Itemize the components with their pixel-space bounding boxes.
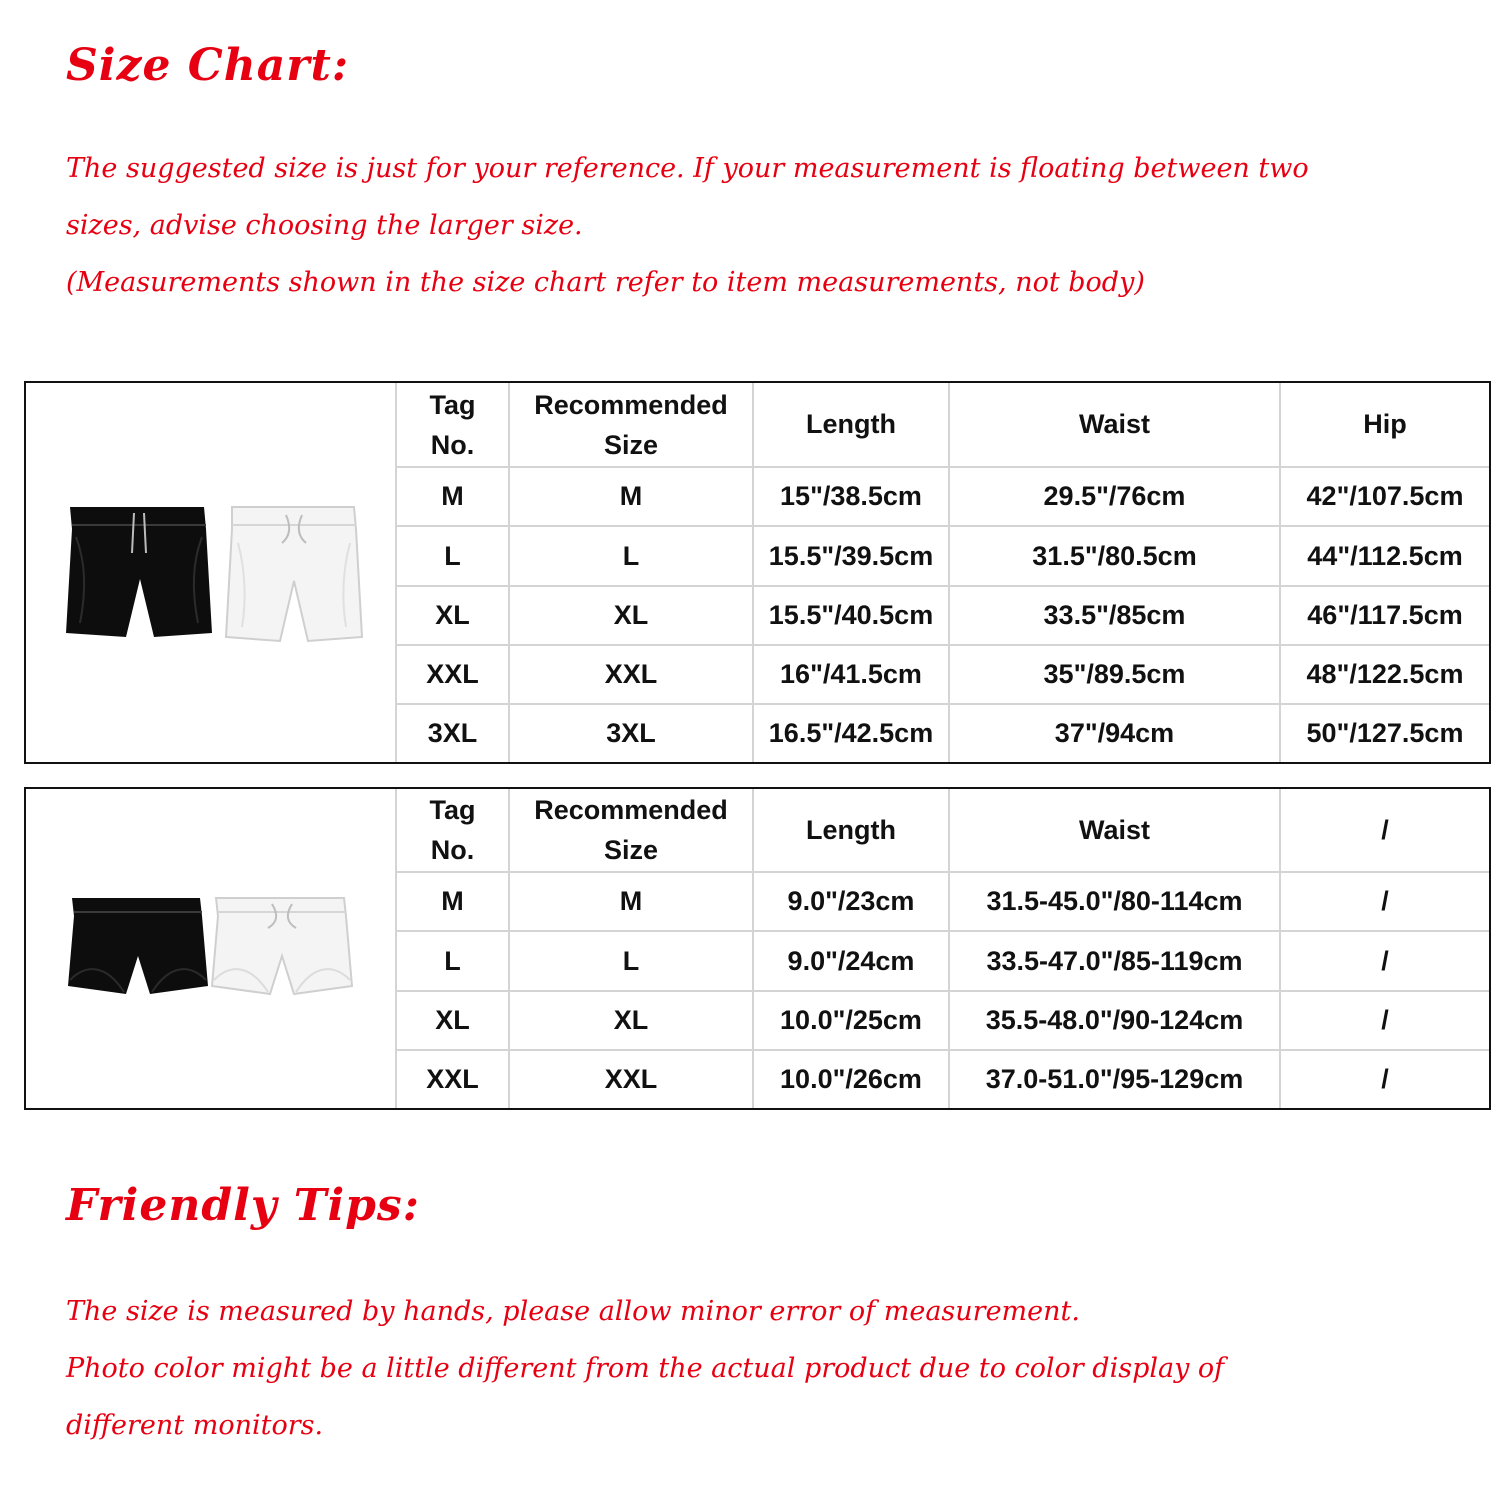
- header-hip: /: [1280, 789, 1489, 872]
- header-waist: Waist: [949, 383, 1280, 467]
- cell-hip: /: [1280, 872, 1489, 931]
- size-table-2: [26, 789, 1489, 1108]
- cell-tag: M: [396, 872, 509, 931]
- cell-rec: 3XL: [509, 704, 753, 762]
- product-image-cell: [26, 383, 396, 762]
- cell-waist: 35"/89.5cm: [949, 645, 1280, 704]
- intro-line-2: sizes, advise choosing the larger size.: [66, 210, 583, 241]
- cell-tag: 3XL: [396, 704, 509, 762]
- cell-length: 9.0"/23cm: [753, 872, 949, 931]
- cell-hip: 42"/107.5cm: [1280, 467, 1489, 526]
- tips-text: [66, 1283, 1224, 1454]
- intro-text: [66, 140, 1309, 311]
- cell-hip: /: [1280, 991, 1489, 1050]
- size-table-short-shorts: [24, 787, 1491, 1110]
- header-waist: Waist: [949, 789, 1280, 872]
- tips-line-3: different monitors.: [66, 1410, 324, 1441]
- table-header-row: [26, 789, 1489, 872]
- cell-tag: XXL: [396, 645, 509, 704]
- intro-line-1: The suggested size is just for your reference. If your measurement is floating between two: [66, 153, 1309, 184]
- cell-tag: XL: [396, 586, 509, 645]
- white-shorts-icon: [212, 898, 352, 994]
- cell-length: 15"/38.5cm: [753, 467, 949, 526]
- white-shorts-icon: [226, 507, 362, 641]
- cell-rec: XL: [509, 586, 753, 645]
- header-hip: Hip: [1280, 383, 1489, 467]
- intro-line-3: (Measurements shown in the size chart refer to item measurements, not body): [66, 267, 1145, 298]
- table-header-row: [26, 383, 1489, 467]
- cell-rec: XXL: [509, 645, 753, 704]
- cell-length: 16"/41.5cm: [753, 645, 949, 704]
- cell-tag: XL: [396, 991, 509, 1050]
- cell-waist: 33.5"/85cm: [949, 586, 1280, 645]
- cell-rec: XXL: [509, 1050, 753, 1108]
- cell-hip: /: [1280, 1050, 1489, 1108]
- cell-rec: M: [509, 467, 753, 526]
- cell-rec: M: [509, 872, 753, 931]
- cell-waist: 35.5-48.0"/90-124cm: [949, 991, 1280, 1050]
- cell-rec: L: [509, 931, 753, 990]
- cell-length: 9.0"/24cm: [753, 931, 949, 990]
- cell-tag: M: [396, 467, 509, 526]
- cell-length: 10.0"/25cm: [753, 991, 949, 1050]
- cell-length: 15.5"/39.5cm: [753, 526, 949, 585]
- cell-hip: /: [1280, 931, 1489, 990]
- cell-hip: 44"/112.5cm: [1280, 526, 1489, 585]
- cell-waist: 37"/94cm: [949, 704, 1280, 762]
- cell-length: 10.0"/26cm: [753, 1050, 949, 1108]
- header-tag-no: Tag No.: [396, 789, 509, 872]
- cell-waist: 31.5-45.0"/80-114cm: [949, 872, 1280, 931]
- cell-rec: XL: [509, 991, 753, 1050]
- header-tag-no: Tag No.: [396, 383, 509, 467]
- cell-length: 15.5"/40.5cm: [753, 586, 949, 645]
- cell-tag: XXL: [396, 1050, 509, 1108]
- size-table-long-shorts: [24, 381, 1491, 764]
- size-table-1: [26, 383, 1489, 762]
- cell-hip: 48"/122.5cm: [1280, 645, 1489, 704]
- cell-rec: L: [509, 526, 753, 585]
- cell-hip: 46"/117.5cm: [1280, 586, 1489, 645]
- tips-line-1: The size is measured by hands, please allow minor error of measurement.: [66, 1296, 1080, 1327]
- header-length: Length: [753, 789, 949, 872]
- black-shorts-icon: [68, 898, 208, 994]
- long-shorts-image: [46, 503, 376, 643]
- cell-waist: 31.5"/80.5cm: [949, 526, 1280, 585]
- product-image-cell: [26, 789, 396, 1108]
- cell-waist: 33.5-47.0"/85-119cm: [949, 931, 1280, 990]
- black-shorts-icon: [66, 507, 212, 637]
- short-shorts-image: [66, 894, 356, 1004]
- cell-waist: 37.0-51.0"/95-129cm: [949, 1050, 1280, 1108]
- cell-length: 16.5"/42.5cm: [753, 704, 949, 762]
- page-title: Size Chart:: [66, 40, 350, 91]
- cell-tag: L: [396, 526, 509, 585]
- tips-title: Friendly Tips:: [66, 1180, 420, 1231]
- header-recommended-size: Recommended Size: [509, 789, 753, 872]
- tips-line-2: Photo color might be a little different from the actual product due to color display of: [66, 1353, 1225, 1384]
- cell-tag: L: [396, 931, 509, 990]
- cell-waist: 29.5"/76cm: [949, 467, 1280, 526]
- cell-hip: 50"/127.5cm: [1280, 704, 1489, 762]
- header-recommended-size: Recommended Size: [509, 383, 753, 467]
- header-length: Length: [753, 383, 949, 467]
